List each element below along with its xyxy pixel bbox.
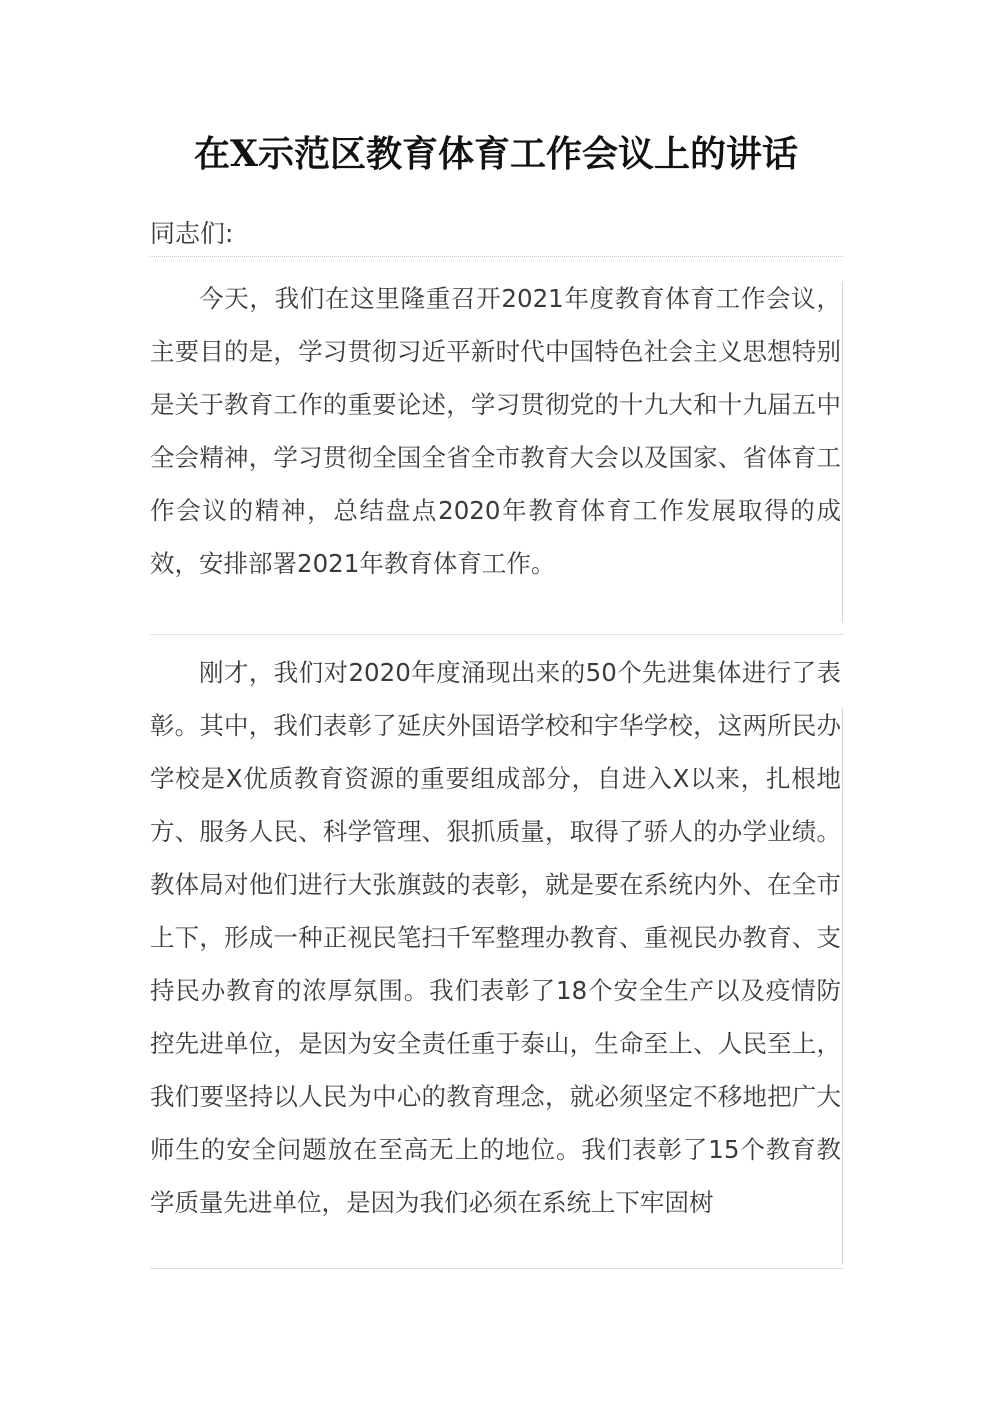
margin-rule: [842, 708, 843, 1264]
bottom-rule: [150, 1268, 843, 1269]
margin-rule: [842, 282, 843, 622]
separator-line: [150, 634, 843, 635]
paragraph-1: 今天，我们在这里隆重召开2021年度教育体育工作会议，主要目的是，学习贯彻习近平新时代中国特色社会主义思想特别是关于教育工作的重要论述，学习贯彻党的十九大和十九届五中全会精神，学习贯彻全国全省全市教育大会以及国家、省体育工作会议的精神，总结盘点2020年教育体育工作发展取得的成效，安排部署2021年教育体育工作。: [150, 284, 841, 578]
salutation: 同志们:: [150, 219, 234, 248]
separator-line: [150, 256, 843, 257]
paragraph-2: 刚才，我们对2020年度涌现出来的50个先进集体进行了表彰。其中，我们表彰了延庆外国语学校和宇华学校，这两所民办学校是X优质教育资源的重要组成部分，自进入X以来，扎根地方、服务人民、科学管理、狠抓质量，取得了骄人的办学业绩。教体局对他们进行大张旗鼓的表彰，就是要在系统内外、在全市上下，形成一种正视民笔扫千军整理办教育、重视民办教育、支持民办教育的浓厚氛围。我们表彰了18个安全生产以及疫情防控先进单位，是因为安全责任重于泰山，生命至上、人民至上，我们要坚持以人民为中心的教育理念，就必须坚定不移地把广大师生的安全问题放在至高无上的地位。我们表彰了15个教育教学质量先进单位，是因为我们必须在系统上下牢固树: [150, 658, 841, 1217]
document-title: 在X示范区教育体育工作会议上的讲话: [194, 133, 798, 175]
